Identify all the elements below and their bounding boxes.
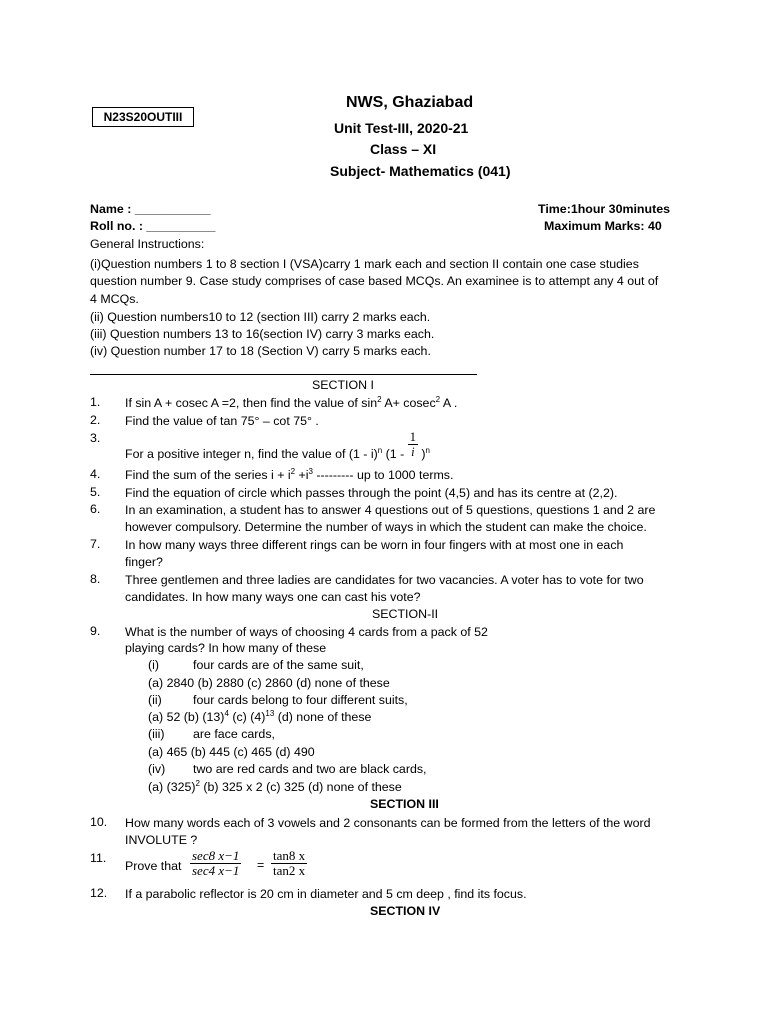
school-name: NWS, Ghaziabad (346, 94, 474, 111)
part-options: (a) 465 (b) 445 (c) 465 (d) 490 (148, 745, 315, 759)
part-options: (a) 2840 (b) 2880 (c) 2860 (d) none of these (148, 676, 390, 690)
question-text: For a positive integer n, find the value of (1 - i)$^n$ (1 - $\frac{1}{i}$ )$^n$ (125, 430, 430, 461)
instructions-title: General Instructions: (90, 237, 205, 251)
subject-label: Subject- Mathematics (041) (330, 163, 511, 179)
instruction-iii: (iii) Question numbers 13 to 16(section IV) carry 3 marks each. (90, 327, 435, 341)
equals-sign: = (257, 858, 265, 872)
question-number: 8. (90, 572, 101, 586)
prove-that-label: Prove that (125, 859, 182, 873)
section-1-heading: SECTION I (312, 378, 374, 392)
question-text: Find the equation of circle which passes through the point (4,5) and has its centre at (2,2). (125, 486, 618, 500)
question-number: 4. (90, 467, 101, 481)
instruction-i-line3: 4 MCQs. (90, 292, 139, 306)
lhs-fraction: sec8 x−1 sec4 x−1 (192, 848, 240, 878)
section-2-heading: SECTION-II (372, 607, 439, 621)
rhs-fraction: $\frac{\tan 8 x}{\tan 2 x}$ (273, 848, 306, 878)
section-3-heading: SECTION III (370, 797, 439, 811)
question-number: 2. (90, 413, 101, 427)
part-options: (a) $(325)^2$ (b) 325 x 2 (c) 325 (d) none of these (148, 778, 402, 794)
question-text: Find the value of tan 75° – cot 75° . (125, 414, 319, 428)
question-number: 5. (90, 485, 101, 499)
question-number: 3. (90, 431, 101, 445)
instruction-iv: (iv) Question number 17 to 18 (Section V) carry 5 marks each. (90, 344, 431, 358)
test-title: Unit Test-III, 2020-21 (334, 120, 469, 136)
question-number: 7. (90, 537, 101, 551)
paper-code: N23S20OUTIII (103, 110, 183, 124)
question-stem-line2: playing cards? In how many of these (125, 641, 327, 655)
part-text: two are red cards and two are black cards, (193, 762, 427, 776)
instruction-i-line1: (i)Question numbers 1 to 8 section I (VSA)carry 1 mark each and section II contain one case studies (90, 257, 639, 271)
instruction-ii: (ii) Question numbers10 to 12 (section III) carry 2 marks each. (90, 310, 431, 324)
part-text: four cards are of the same suit, (193, 658, 364, 672)
question-number: 12. (90, 886, 108, 900)
part-label: (iii) (148, 727, 165, 741)
class-label: Class – XI (370, 141, 437, 157)
question-text: How many words each of 3 vowels and 2 consonants can be formed from the letters of the word INVOLUTE ? (125, 816, 651, 847)
question-text: If a parabolic reflector is 20 cm in diameter and 5 cm deep , find its focus. (125, 887, 527, 901)
paper-code-box (92, 107, 194, 127)
question-text: In how many ways three different rings can be worn in four fingers with at most one in each finger? (125, 538, 624, 569)
question-stem: What is the number of ways of choosing 4 cards from a pack of 52 (125, 625, 488, 639)
max-marks-label: Maximum Marks: 40 (544, 219, 662, 233)
question-text: In an examination, a student has to answer 4 questions out of 5 questions, questions 1 and 2 are however compulsory. Determine the number of ways in which the student can make the choice. (125, 503, 656, 534)
question-number: 10. (90, 815, 108, 829)
name-field: Name : ___________ (90, 202, 211, 216)
time-label: Time:1hour 30minutes (538, 202, 670, 216)
question-11 (90, 848, 690, 886)
part-label: (iv) (148, 762, 166, 776)
question-number: 9. (90, 624, 101, 638)
question-text: If sin A + cosec A =2, then find the value of $\sin^2 A+ cosec^2$ A . (125, 394, 458, 410)
question-text: Find the sum of the series $i + i^2 +i^3$ --------- up to 1000 terms. (125, 466, 454, 482)
part-options: (a) 52 (b) $(13)^4$ (c) $(4)^{13}$ (d) none of these (148, 708, 372, 724)
part-label: (i) (148, 658, 160, 672)
separator-line (90, 374, 477, 375)
part-text: four cards belong to four different suits, (193, 693, 408, 707)
instruction-i-line2: question number 9. Case study comprises of case based MCQs. An examinee is to attempt any 4 out of (90, 274, 659, 288)
roll-field: Roll no. : __________ (90, 219, 216, 233)
part-text: are face cards, (193, 727, 275, 741)
question-number: 1. (90, 395, 101, 409)
fraction-one-over-i: $\frac{1}{i}$ (409, 430, 416, 459)
part-label: (ii) (148, 693, 162, 707)
question-text: Three gentlemen and three ladies are candidates for two vacancies. A voter has to vote for two candidates. In how many ways one can cast his vote? (125, 573, 644, 604)
question-number: 6. (90, 502, 101, 516)
section-4-heading: SECTION IV (370, 904, 441, 918)
question-number: 11. (90, 851, 107, 865)
question-9 (90, 624, 690, 800)
